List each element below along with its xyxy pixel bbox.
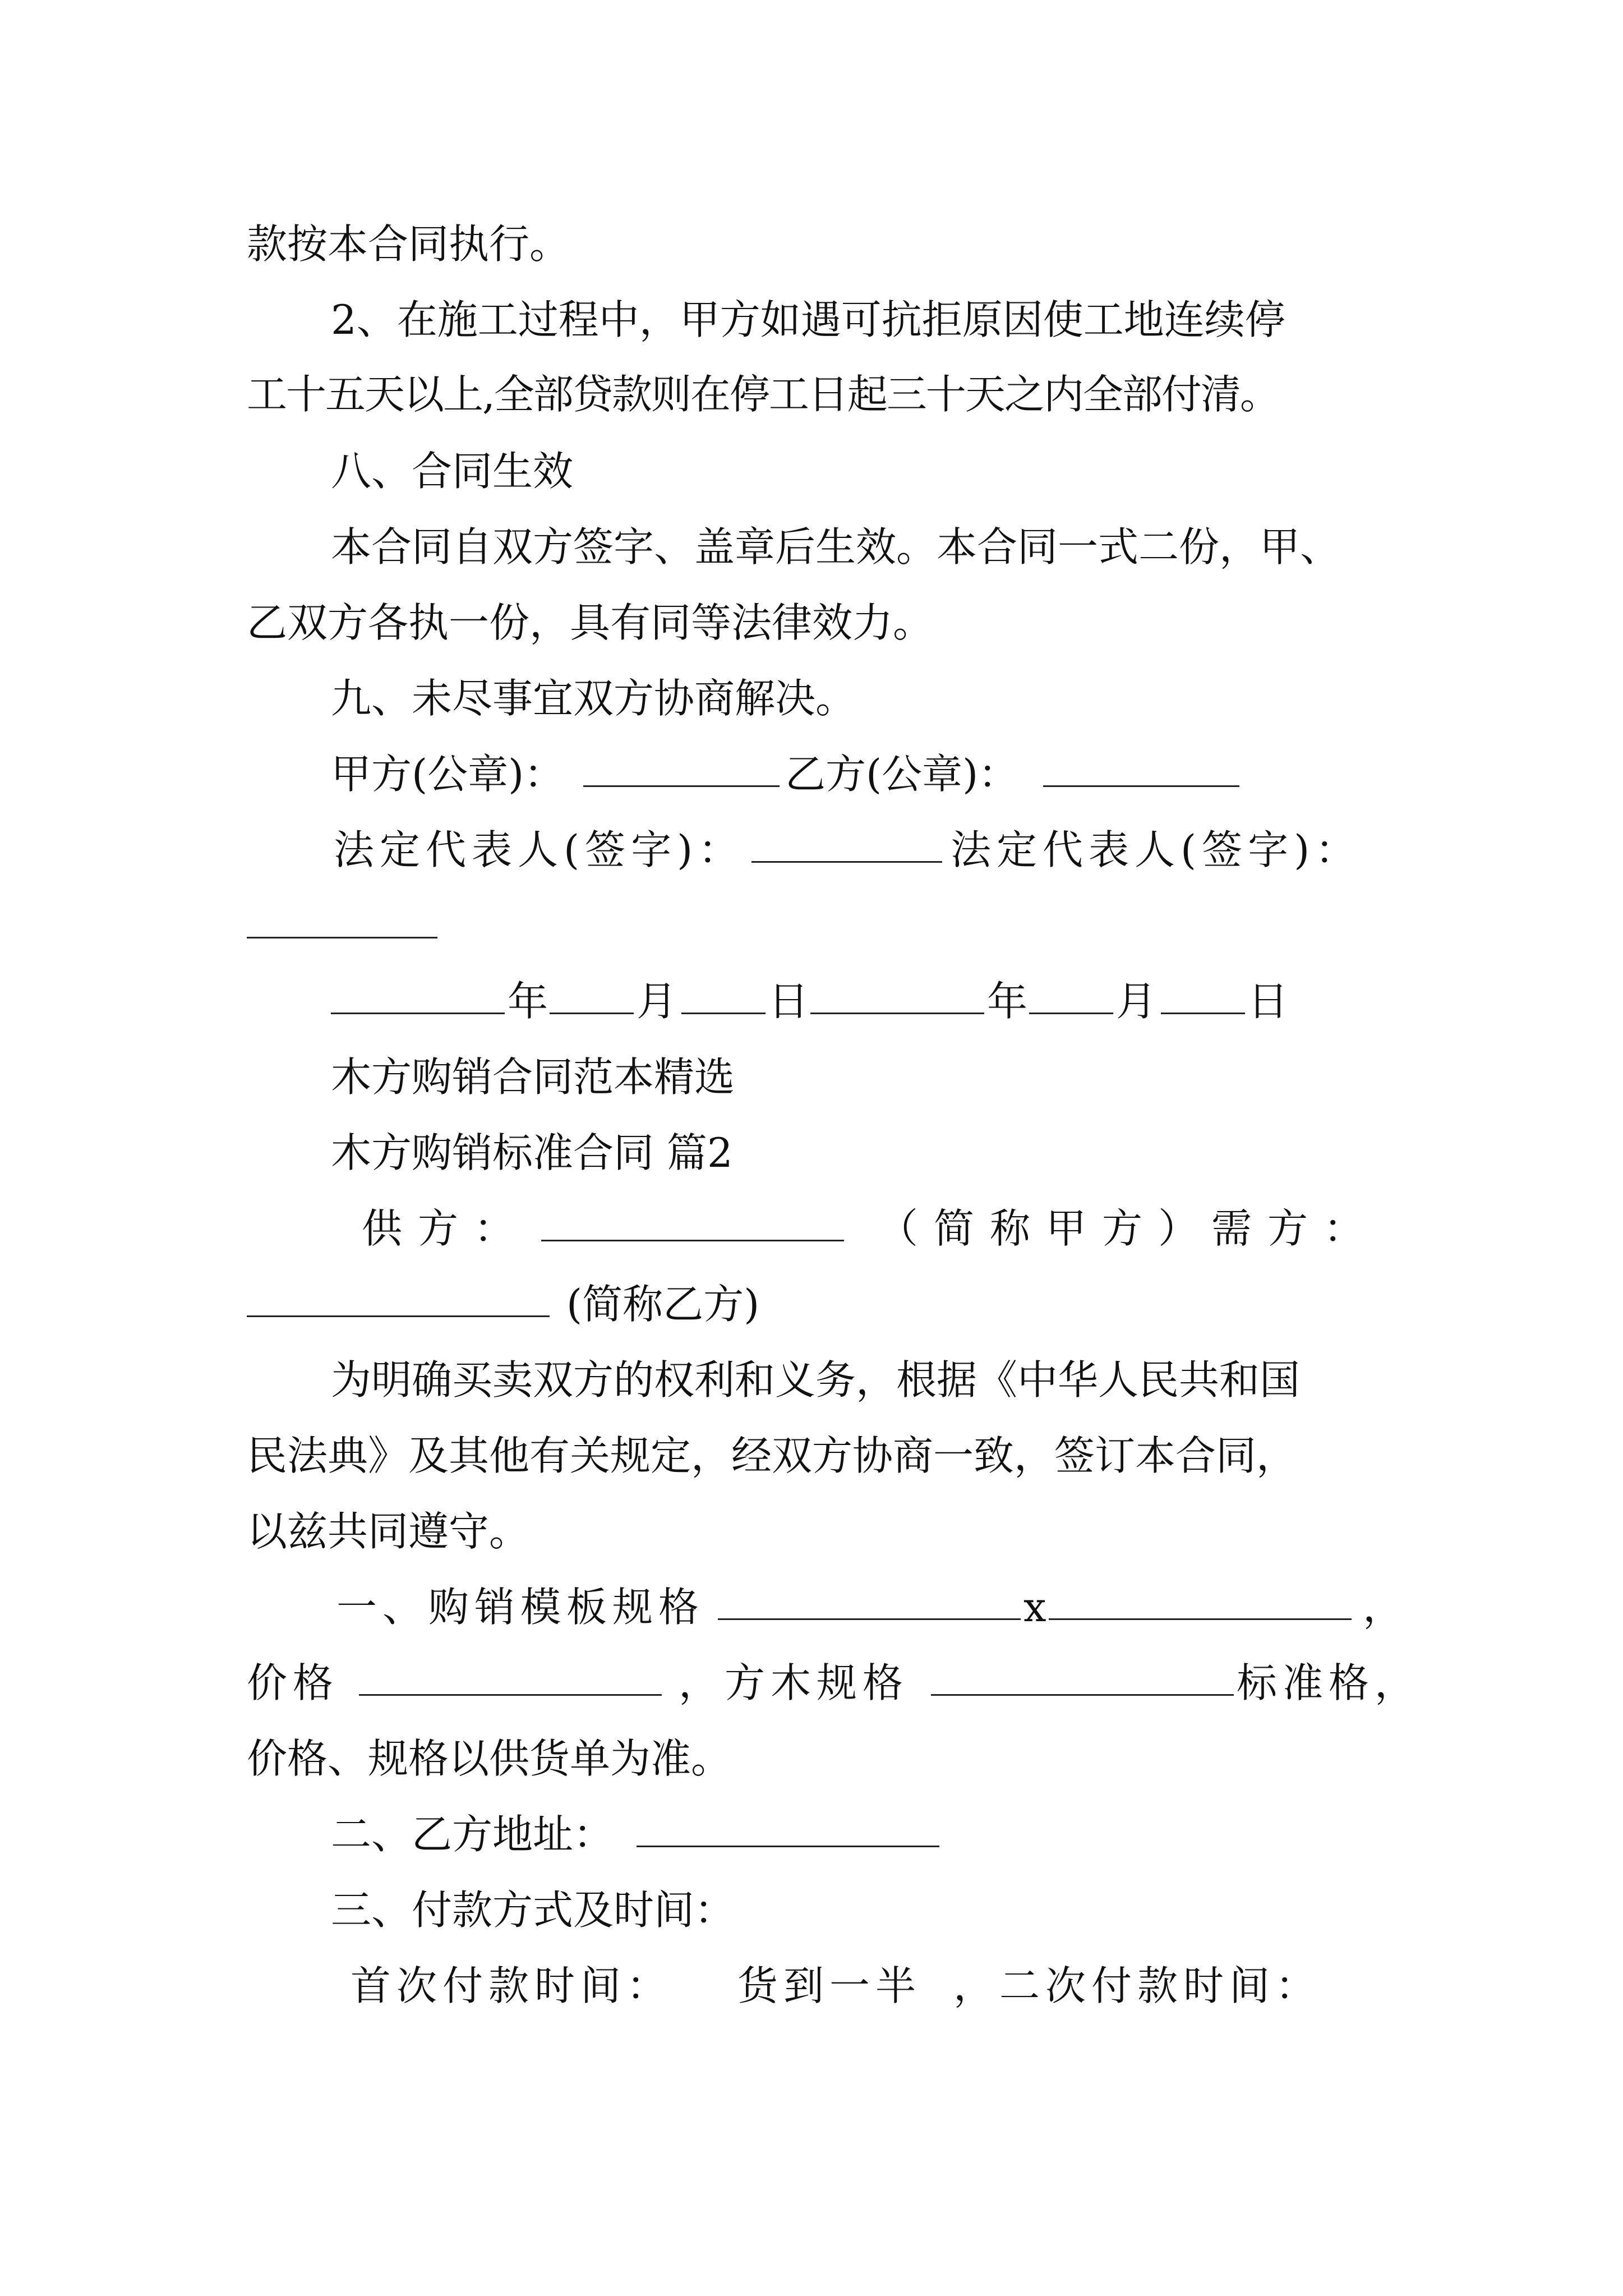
party-a-rep-blank[interactable] bbox=[751, 822, 942, 863]
paragraph-line bbox=[0, 1719, 1623, 1798]
paragraph-line bbox=[0, 1341, 1623, 1419]
text-span: 本合同自双方签字、盖章后生效。本合同一式二份，甲、 bbox=[331, 523, 1341, 570]
date-line bbox=[0, 962, 1623, 1041]
text-span: 月 bbox=[637, 978, 677, 1025]
item-2-line bbox=[0, 1795, 1623, 1874]
party-b-seal-blank[interactable] bbox=[1043, 746, 1239, 787]
item-1-continuation bbox=[0, 1644, 1623, 1722]
text-span: 首次付款时间： bbox=[351, 1962, 673, 2009]
paragraph-line bbox=[0, 355, 1623, 434]
paragraph-line bbox=[0, 1492, 1623, 1571]
item-1-line bbox=[0, 1568, 1623, 1646]
paragraph-line bbox=[0, 583, 1623, 662]
signature-rep-continuation bbox=[0, 886, 1623, 965]
date-year-blank-b[interactable] bbox=[810, 973, 984, 1014]
parties-continuation bbox=[0, 1265, 1623, 1343]
date-day-blank-b[interactable] bbox=[1161, 973, 1245, 1014]
text-span: 木方购销合同范本精选 bbox=[331, 1053, 735, 1101]
text-span: 款按本合同执行。 bbox=[247, 220, 570, 268]
supplier-blank[interactable] bbox=[541, 1200, 844, 1241]
date-month-blank-b[interactable] bbox=[1029, 973, 1113, 1014]
date-year-blank-a[interactable] bbox=[331, 973, 505, 1014]
text-span: 为明确买卖双方的权利和义务，根据《中华人民共和国 bbox=[331, 1356, 1301, 1404]
timber-spec-blank[interactable] bbox=[931, 1655, 1234, 1696]
document-title bbox=[0, 1038, 1623, 1116]
date-month-blank-a[interactable] bbox=[550, 973, 634, 1014]
template-spec-blank-1[interactable] bbox=[718, 1579, 1021, 1620]
text-span: ， bbox=[1363, 1584, 1404, 1631]
party-a-rep-label: 法定代表人(签字)： bbox=[334, 826, 745, 873]
text-span: 民法典》及其他有关规定，经双方协商一致，签订本合同， bbox=[247, 1432, 1297, 1479]
template-spec-blank-2[interactable] bbox=[1049, 1579, 1352, 1620]
text-span: 乙双方各执一份，具有同等法律效力。 bbox=[247, 599, 934, 646]
text-span: 工十五天以上,全部贷款则在停工日起三十天之内全部付清。 bbox=[247, 371, 1279, 418]
section-heading bbox=[0, 432, 1623, 510]
item-3-line bbox=[0, 1947, 1623, 2025]
template-price-blank[interactable] bbox=[359, 1655, 662, 1696]
parties-line bbox=[0, 1189, 1623, 1268]
text-span: ，方木规格 bbox=[679, 1659, 909, 1706]
signature-rep-line bbox=[0, 811, 1623, 889]
text-span: 货到一半 bbox=[737, 1962, 922, 2009]
text-span: 三、付款方式及时间： bbox=[331, 1887, 735, 1934]
text-span: ，二次付款时间： bbox=[953, 1962, 1322, 2009]
text-span: 价格 bbox=[247, 1659, 339, 1706]
text-span: （简称甲方） bbox=[878, 1205, 1215, 1252]
document-subtitle bbox=[0, 1114, 1623, 1192]
item-3-heading bbox=[0, 1871, 1623, 1949]
text-span: 九、未尽事宜双方协商解决。 bbox=[331, 675, 856, 722]
text-span: 二、乙方地址： bbox=[331, 1811, 614, 1858]
supplier-label: 供方： bbox=[362, 1205, 531, 1252]
section-heading bbox=[0, 659, 1623, 738]
paragraph-line bbox=[0, 508, 1623, 586]
signature-seal-line bbox=[0, 735, 1623, 813]
text-span: 日 bbox=[768, 978, 809, 1025]
text-span: 标准格， bbox=[1237, 1659, 1421, 1706]
text-span: 价格、规格以供货单为准。 bbox=[247, 1735, 732, 1782]
buyer-blank[interactable] bbox=[247, 1276, 550, 1317]
address-blank[interactable] bbox=[637, 1806, 939, 1847]
paragraph-line bbox=[0, 1416, 1623, 1495]
text-span: (简称乙方) bbox=[566, 1281, 760, 1328]
text-span: 八、合同生效 bbox=[331, 448, 574, 495]
text-span: 2、在施工过程中，甲方如遇可抗拒原因使工地连续停 bbox=[331, 296, 1285, 343]
party-b-rep-label: 法定代表人(签字)： bbox=[951, 826, 1362, 873]
party-a-seal-label: 甲方(公章)： bbox=[331, 751, 565, 798]
text-span: 木方购销标准合同 篇2 bbox=[331, 1129, 733, 1176]
text-span: 日 bbox=[1248, 978, 1289, 1025]
text-span: 一、购销模板规格 bbox=[336, 1584, 705, 1631]
party-b-rep-blank[interactable] bbox=[247, 898, 437, 938]
text-span: 月 bbox=[1116, 978, 1157, 1025]
text-span: 以兹共同遵守。 bbox=[247, 1508, 530, 1555]
text-span: 年 bbox=[987, 978, 1028, 1025]
text-span: x bbox=[1023, 1584, 1046, 1631]
paragraph-line bbox=[0, 205, 1623, 283]
paragraph-line bbox=[0, 280, 1623, 359]
text-span: 年 bbox=[508, 978, 548, 1025]
party-a-seal-blank[interactable] bbox=[583, 746, 780, 787]
buyer-label: 需方： bbox=[1211, 1205, 1380, 1252]
date-day-blank-a[interactable] bbox=[681, 973, 766, 1014]
party-b-seal-label: 乙方(公章)： bbox=[785, 751, 1019, 798]
